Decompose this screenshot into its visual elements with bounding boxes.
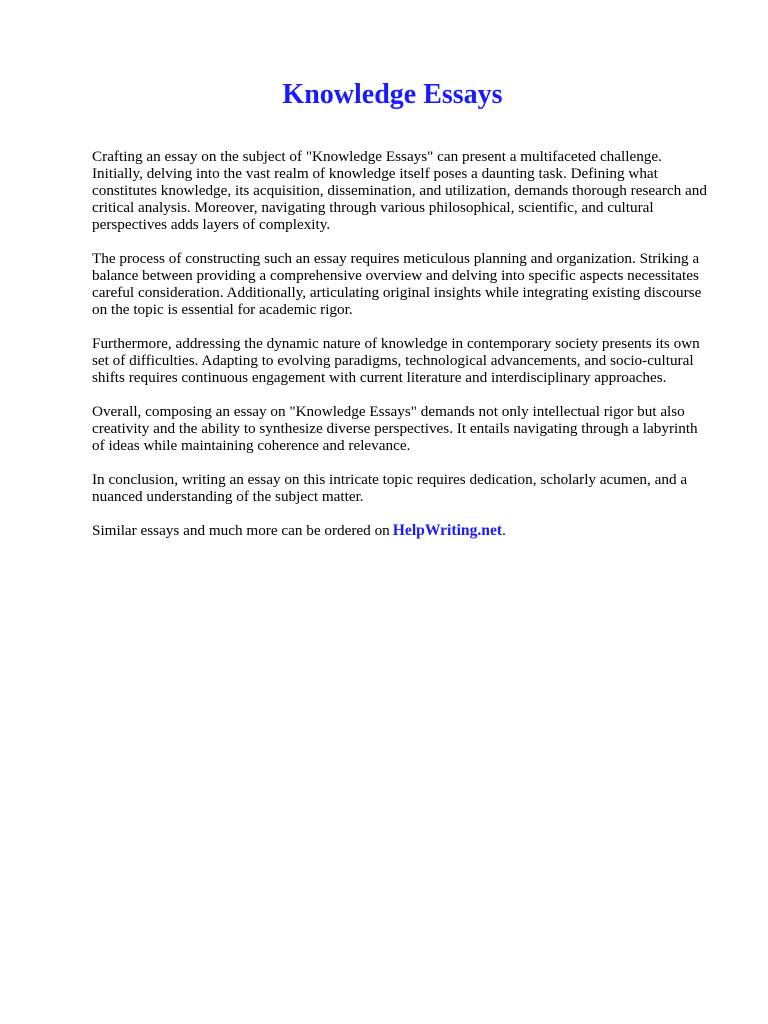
- paragraph-intro: Crafting an essay on the subject of "Knowledge Essays" can present a multifaceted challenge. Initially, delving into the vast realm of knowledge itself poses a daunting task. Defining what constitutes knowledge, its acquisition, dissemination, and utilization, demands thorough research and critical analysis. Moreover, navigating through various philosophical, scientific, and cultural perspectives adds layers of complexity.: [92, 148, 707, 233]
- closing-line: [92, 522, 708, 539]
- paragraph-furthermore: Furthermore, addressing the dynamic nature of knowledge in contemporary society presents its own set of difficulties. Adapting to evolving paradigms, technological advancements, and socio-cultural shifts requires continuous engagement with current literature and interdisciplinary approaches.: [92, 335, 700, 386]
- helpwriting-link[interactable]: HelpWriting.net: [392, 522, 503, 539]
- document-title: Knowledge Essays: [282, 79, 503, 110]
- paragraph-process: The process of constructing such an essay requires meticulous planning and organization. Striking a balance between providing a comprehensive overview and delving into specific aspects necessitates careful consideration. Additionally, articulating original insights while integrating existing discourse on the topic is essential for academic rigor.: [92, 250, 702, 318]
- paragraph-overall: Overall, composing an essay on "Knowledge Essays" demands not only intellectual rigor but also creativity and the ability to synthesize diverse perspectives. It entails navigating through a labyrinth of ideas while maintaining coherence and relevance.: [92, 403, 698, 454]
- closing-text: Similar essays and much more can be ordered on: [92, 522, 390, 539]
- paragraph-conclusion: In conclusion, writing an essay on this intricate topic requires dedication, scholarly acumen, and a nuanced understanding of the subject matter.: [92, 471, 688, 505]
- closing-suffix: .: [502, 522, 506, 539]
